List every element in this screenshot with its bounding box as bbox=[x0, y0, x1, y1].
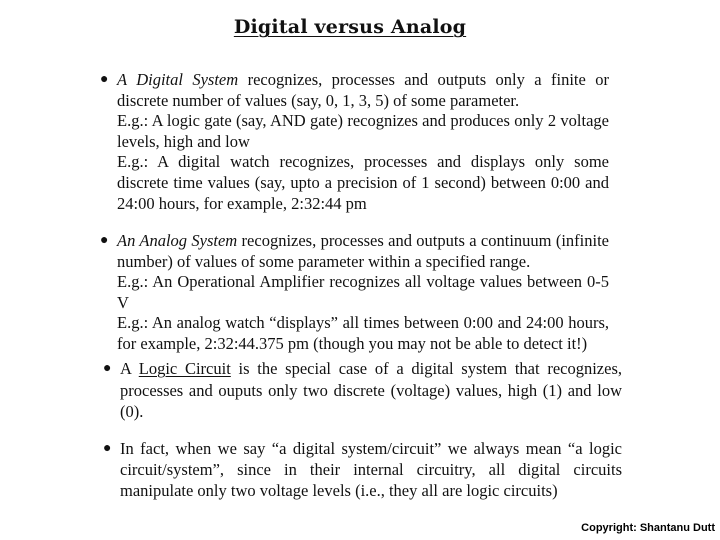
in-fact-paragraph: In fact, when we say “a digital system/circuit” we always mean “a logic circuit/system”, since in their internal circuitry, all digital circuits manipulate only two voltage levels (i.e., they all are logic circuits) bbox=[120, 439, 622, 500]
slide-title-text: Digital versus Analog bbox=[233, 16, 467, 38]
bullet-dot-icon: ● bbox=[103, 361, 112, 376]
example-analog-watch: E.g.: An analog watch “displays” all times between 0:00 and 24:00 hours, for example, 2:32:44.375 pm (though you may not be able to detect it!) bbox=[117, 313, 609, 353]
bullet-paragraph bbox=[120, 358, 622, 423]
digital-system-definition: recognizes, processes and outputs only a finite or discrete number of values (say, 0, 1, 3, 5) of some parameter. bbox=[117, 70, 609, 110]
term-analog-system: An Analog System bbox=[117, 231, 238, 250]
example-op-amp: E.g.: An Operational Amplifier recognizes all voltage values between 0-5 V bbox=[117, 272, 609, 312]
bullet-in-fact bbox=[103, 438, 622, 501]
example-logic-gate: E.g.: A logic gate (say, AND gate) recognizes and produces only 2 voltage levels, high and low bbox=[117, 111, 609, 151]
bullet-analog-system bbox=[100, 231, 609, 355]
bullet-dot-icon: ● bbox=[100, 233, 109, 248]
bullet-logic-circuit bbox=[103, 358, 622, 423]
logic-circuit-prefix: A bbox=[120, 359, 139, 378]
bullet-digital-system bbox=[100, 70, 609, 214]
bullet-paragraph bbox=[117, 231, 609, 272]
bullet-dot-icon: ● bbox=[103, 441, 112, 456]
bullet-dot-icon: ● bbox=[100, 72, 109, 87]
term-logic-circuit: Logic Circuit bbox=[138, 359, 231, 378]
analog-system-definition: recognizes, processes and outputs a continuum (infinite number) of values of some parameter within a specified range. bbox=[117, 231, 609, 271]
logic-circuit-definition: is the special case of a digital system that recognizes, processes and ouputs only two discrete (voltage) values, high (1) and low (0). bbox=[120, 359, 622, 421]
copyright-notice: Copyright: Shantanu Dutt bbox=[581, 522, 715, 534]
example-digital-watch: E.g.: A digital watch recognizes, processes and displays only some discrete time values (say, upto a precision of 1 second) between 0:00 and 24:00 hours, for example, 2:32:44 pm bbox=[117, 152, 609, 213]
slide-title bbox=[0, 16, 700, 38]
term-digital-system: A Digital System bbox=[117, 70, 239, 89]
bullet-paragraph bbox=[117, 70, 609, 111]
